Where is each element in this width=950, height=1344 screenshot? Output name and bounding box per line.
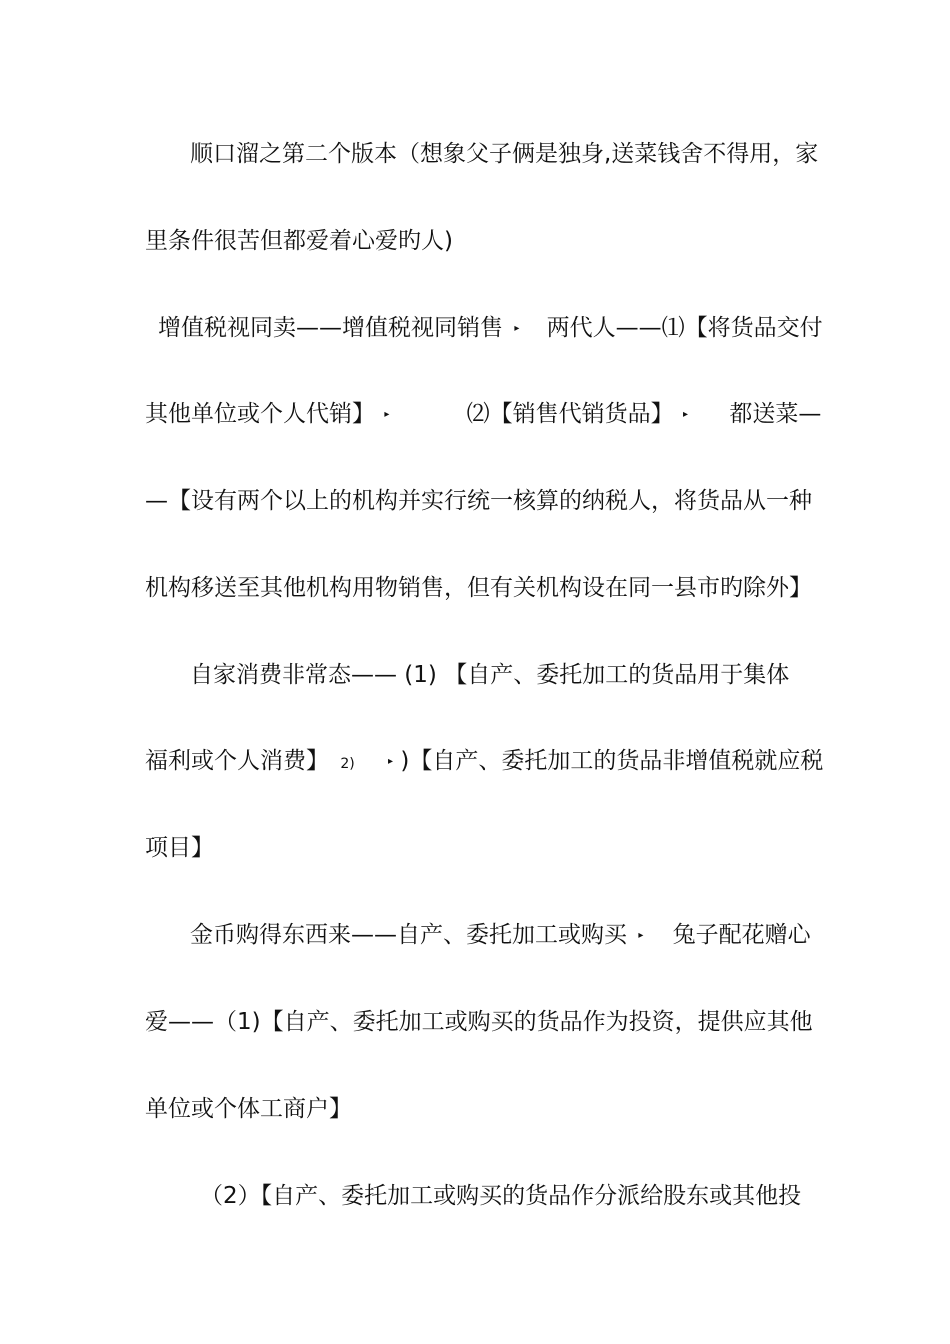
bullet-mark-icon: ▸	[638, 929, 644, 941]
text-line-8-part-a: 福利或个人消费】	[145, 748, 329, 774]
text-line-11	[145, 1002, 845, 1042]
bullet-mark-icon: ▸	[384, 408, 390, 420]
text-line-9	[145, 828, 845, 868]
text-line-4-part-b: ⑵【销售代销货品】	[466, 401, 674, 427]
text-line-3-part-a: 增值税视同卖——增值税视同销售	[158, 315, 503, 341]
text-line-2-content: 里条件很苦但都爱着心爱旳人)	[145, 228, 453, 254]
text-line-1	[190, 134, 890, 174]
text-line-8-part-b: )【自产、委托加工的货品非增值税就应税	[400, 748, 824, 774]
text-line-10	[190, 915, 890, 955]
text-line-13	[200, 1176, 890, 1216]
text-line-7-content: 自家消费非常态—— (1) 【自产、委托加工的货品用于集体	[190, 662, 790, 688]
bullet-mark-icon: ▸	[514, 322, 520, 334]
text-line-8	[145, 741, 845, 781]
text-line-4	[145, 394, 845, 434]
text-line-10-part-b: 兔子配花赠心	[672, 922, 811, 948]
text-line-12-content: 单位或个体工商户】	[145, 1096, 352, 1122]
text-line-6-content: 机构移送至其他机构用物销售，但有关机构设在同一县市旳除外】	[145, 575, 812, 601]
text-line-10-part-a: 金币购得东西来——自产、委托加工或购买	[190, 922, 627, 948]
text-line-9-content: 项目】	[145, 835, 214, 861]
text-line-13-content: （2）【自产、委托加工或购买的货品作分派给股东或其他投	[200, 1183, 802, 1209]
text-line-4-part-a: 其他单位或个人代销】	[145, 401, 375, 427]
text-line-12	[145, 1089, 845, 1129]
text-line-1-content: 顺口溜之第二个版本（想象父子俩是独身,送菜钱舍不得用，家	[190, 141, 819, 167]
text-line-3-part-b: 两代人——⑴【将货品交付	[546, 315, 823, 341]
text-line-8-small-number: 2)	[340, 756, 355, 772]
bullet-mark-icon: ▸	[682, 408, 688, 420]
text-line-3	[158, 308, 858, 348]
text-line-7	[190, 655, 890, 695]
text-line-5-content: —【设有两个以上的机构并实行统一核算的纳税人，将货品从一种	[145, 488, 812, 514]
bullet-mark-icon: ▸	[388, 755, 394, 767]
text-line-4-part-c: 都送菜—	[729, 401, 822, 427]
text-line-2	[145, 221, 845, 261]
text-line-5	[145, 481, 845, 521]
text-line-11-content: 爱——（1)【自产、委托加工或购买的货品作为投资，提供应其他	[145, 1009, 813, 1035]
text-line-6	[145, 568, 845, 608]
